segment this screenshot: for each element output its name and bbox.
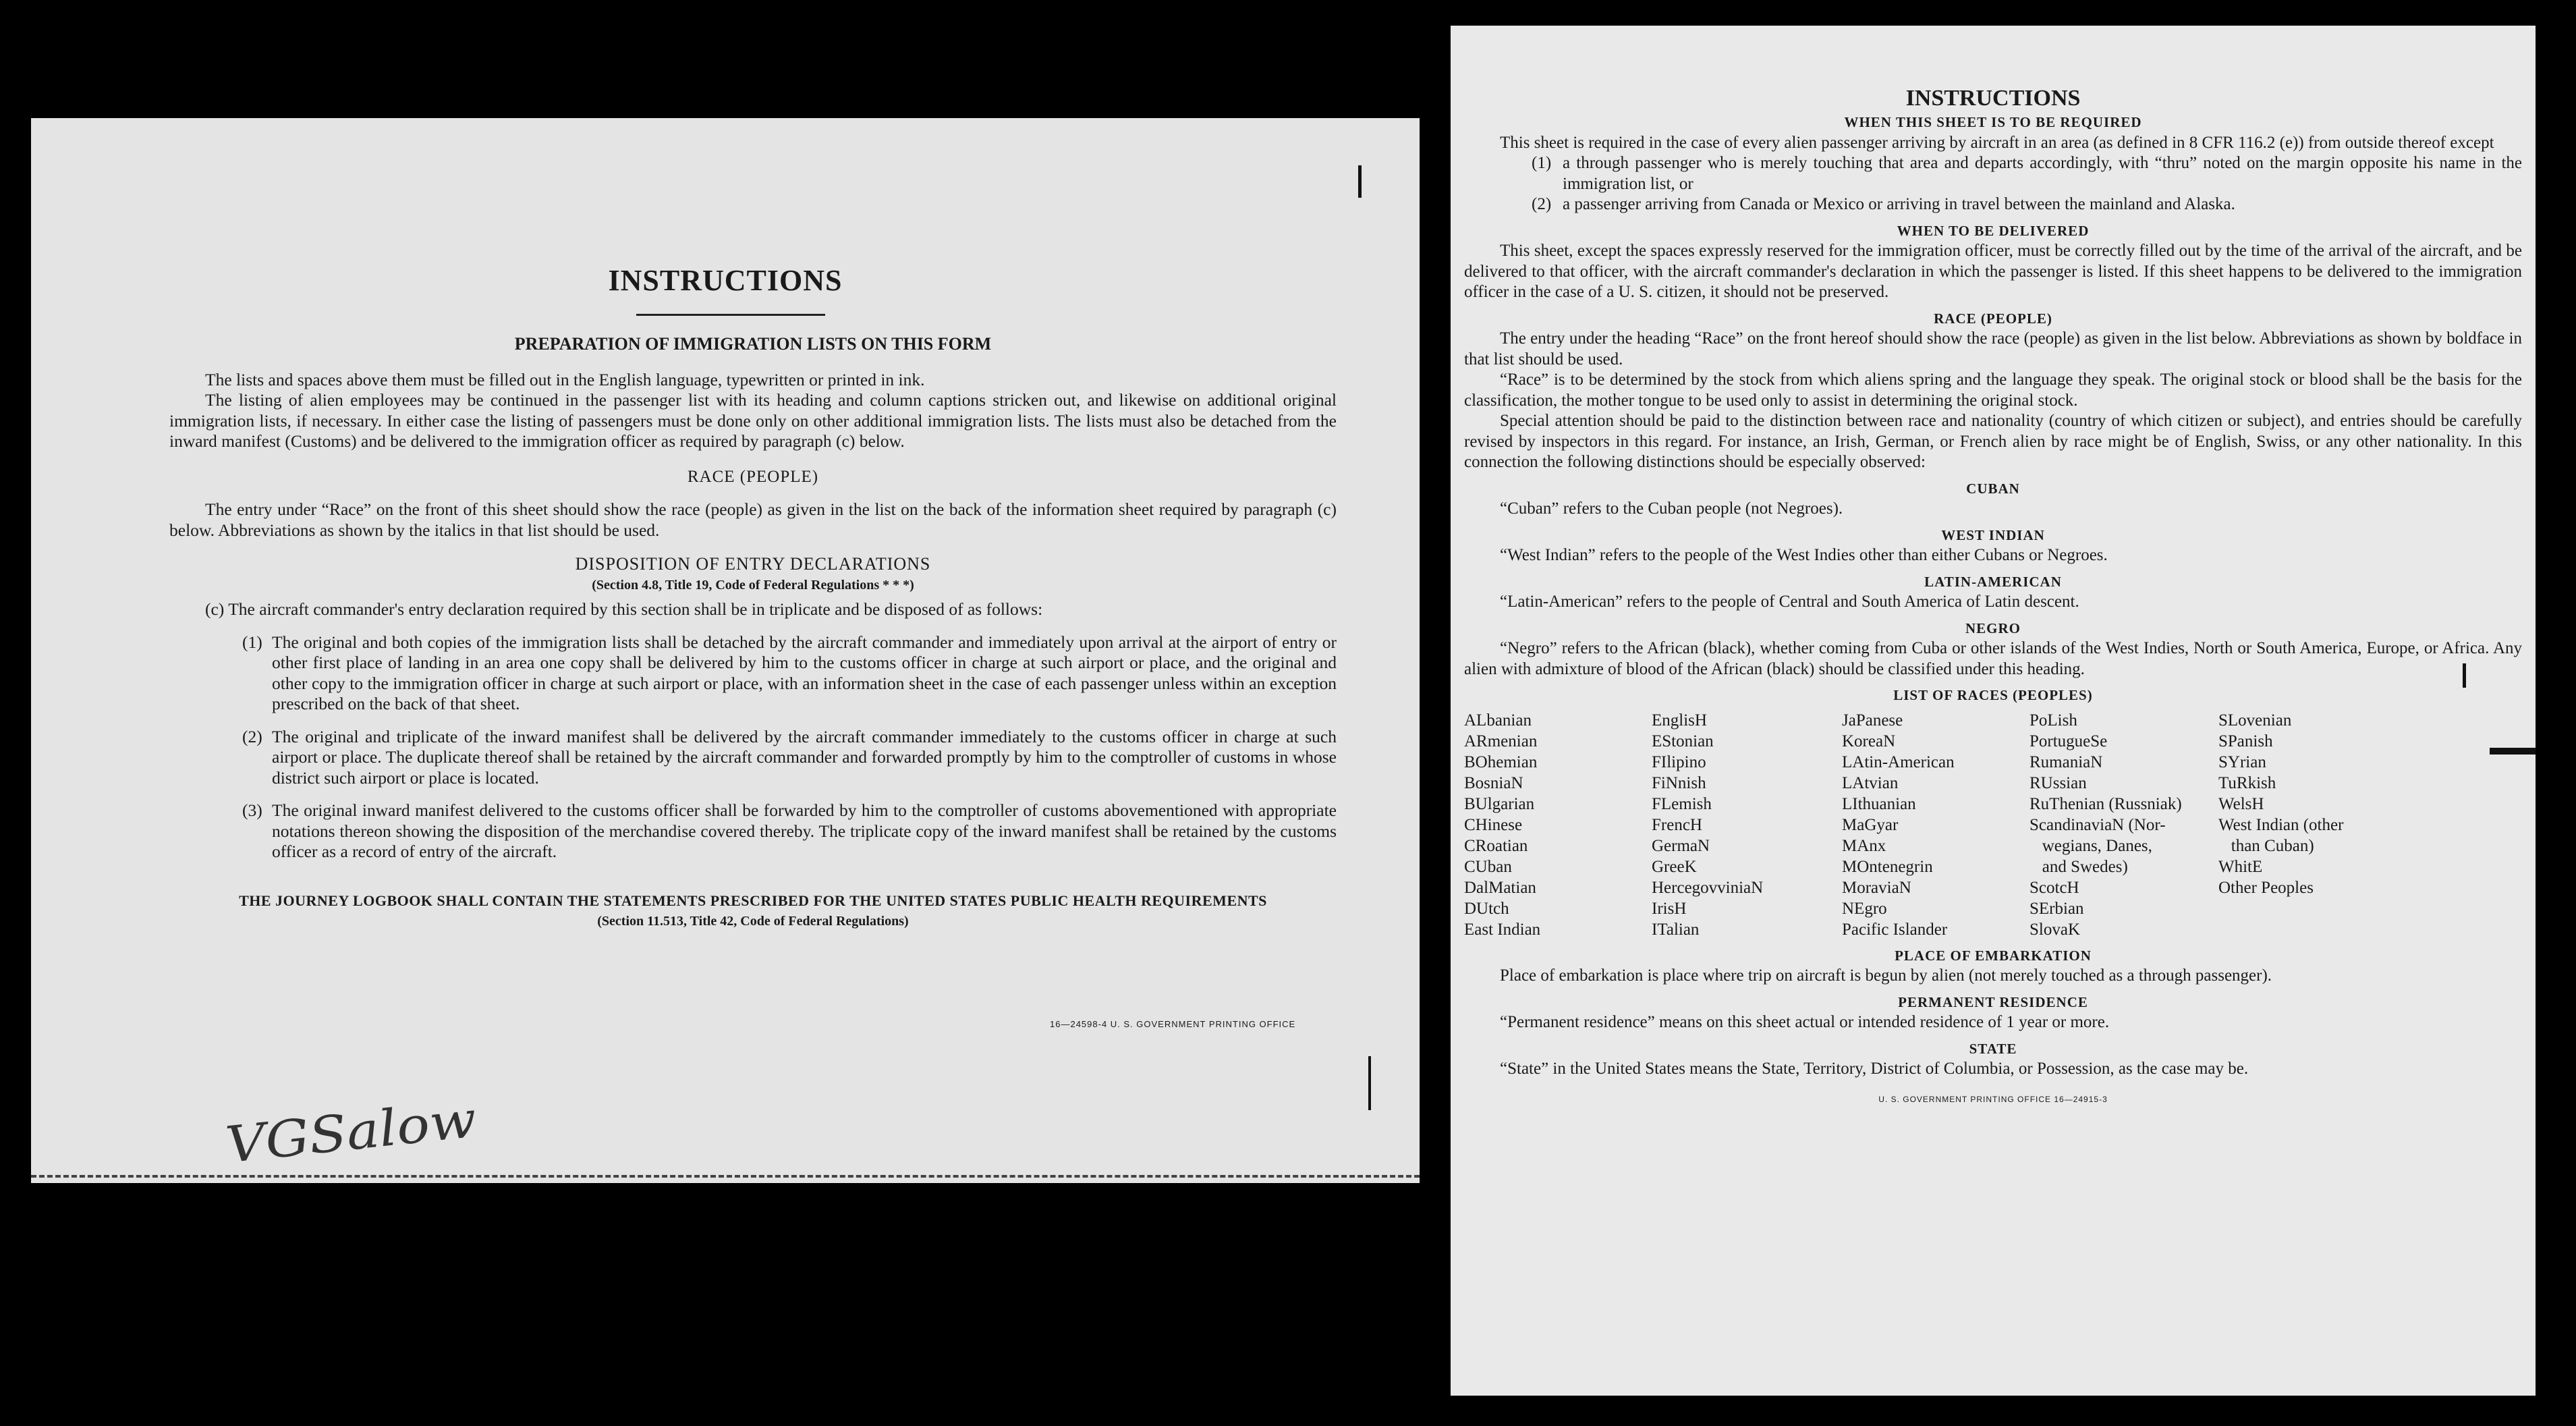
item-number: (2) <box>1532 195 1552 213</box>
title-underline <box>636 314 825 316</box>
paragraph-negro: “Negro” refers to the African (black), whether coming from Cuba or other islands of the West Indies, North or South America, Europe, or Africa. Any alien with admixture of blood of the African (black) should be classified under this heading. <box>1464 639 2522 678</box>
paragraph-permanent-residence: “Permanent residence” means on this sheet actual or intended residence of 1 year or more. <box>1500 1013 2110 1031</box>
race-entry: FiNnish <box>1652 773 1706 792</box>
race-entry: BUlgarian <box>1464 794 1535 813</box>
heading-state: STATE <box>1969 1040 2017 1057</box>
race-entry: CUban <box>1464 857 1512 876</box>
heading-when-delivered: WHEN TO BE DELIVERED <box>1897 222 2090 239</box>
paragraph-latin-american: “Latin-American” refers to the people of Central and South America of Latin descent. <box>1500 593 2079 611</box>
disposition-item-1 <box>242 632 1337 715</box>
heading-embarkation: PLACE OF EMBARKATION <box>1895 947 2092 964</box>
race-entry: CRoatian <box>1464 836 1528 855</box>
race-entry: LAtvian <box>1842 773 1899 792</box>
binding-mark <box>1368 1056 1371 1110</box>
race-entry: SlovaK <box>2029 920 2080 939</box>
race-entry: FLemish <box>1652 794 1712 813</box>
perforation-line <box>31 1175 1420 1178</box>
race-entry: LAtin-American <box>1842 752 1955 771</box>
race-entry: TuRkish <box>2218 773 2276 792</box>
race-entry: EStonian <box>1652 732 1714 750</box>
race-entry: and Swedes) <box>2029 857 2128 876</box>
right-sheet-title: INSTRUCTIONS <box>1905 86 2081 111</box>
race-entry: MAnx <box>1842 836 1886 855</box>
item-text: a passenger arriving from Canada or Mexico or arriving in travel between the mainland and Alaska. <box>1563 195 2235 213</box>
paragraph-west-indian: “West Indian” refers to the people of the West Indies other than either Cubans or Negroes. <box>1500 546 2108 564</box>
race-entry: WhitE <box>2218 857 2263 876</box>
paragraph-delivered: This sheet, except the spaces expressly reserved for the immigration officer, must be correctly filled out by the time of the arrival of the aircraft, and be delivered to that officer, with the aircraft commander's declaration in which the passenger is listed. If this sheet happens to be delivered to the immigration officer in the case of a U. S. citizen, it should not be preserved. <box>1464 242 2522 301</box>
heading-races-list: LIST OF RACES (PEOPLES) <box>1893 687 2093 703</box>
item-text: The original and both copies of the immigration lists shall be detached by the aircraft commander and immediately upon arrival at the airport of entry or other first place of landing in an area one copy shall be delivered by him to the customs officer in charge at such airport or place, and the original and other copy to the immigration officer in charge at such airport or place, with an information sheet in the case of each passenger unless within an exception prescribed on the back of that sheet. <box>272 632 1337 713</box>
paragraph-race-3: Special attention should be paid to the distinction between race and nationality (country of which citizen or subject), and entries should be carefully revised by inspectors in this regard. For instance, an Irish, German, or French alien by race might be of English, Swiss, or any other nationality. In this connection the following distinctions should be especially observed: <box>1464 412 2522 471</box>
paragraph-required: This sheet is required in the case of every alien passenger arriving by aircraft in an area (as defined in 8 CFR 116.2 (e)) from outside thereof except <box>1500 133 2494 152</box>
heading-latin-american: LATIN-AMERICAN <box>1924 573 2062 590</box>
paragraph-alien-employees: The listing of alien employees may be continued in the passenger list with its heading and column captions stricken out, and likewise on additional original immigration lists, if necessary. In either case the listing of passengers must be done only on other additional immigration lists. The lists must also be detached from the inward manifest (Customs) and be delivered to the immigration officer as required by paragraph (c) below. <box>169 390 1337 451</box>
heading-negro: NEGRO <box>1965 620 2021 636</box>
race-entry: CHinese <box>1464 815 1523 834</box>
heading-race: RACE (PEOPLE) <box>687 467 819 486</box>
race-entry: ScotcH <box>2029 878 2079 897</box>
race-entry: LIthuanian <box>1842 794 1916 813</box>
left-instruction-sheet <box>31 118 1420 1183</box>
heading-permanent-residence: PERMANENT RESIDENCE <box>1898 993 2088 1010</box>
binding-mark <box>2490 748 2536 755</box>
heading-west-indian: WEST INDIAN <box>1941 526 2045 543</box>
race-entry: IrisH <box>1652 899 1687 918</box>
races-column-1 <box>1464 710 1652 940</box>
paragraph-language: The lists and spaces above them must be filled out in the English language, typewritten or printed in ink. <box>205 369 925 389</box>
paragraph-cuban: “Cuban” refers to the Cuban people (not Negroes). <box>1500 499 1843 518</box>
race-entry: NEgro <box>1842 899 1887 918</box>
race-entry: ALbanian <box>1464 711 1532 730</box>
race-entry: PoLish <box>2029 711 2077 730</box>
left-sheet-body <box>169 334 1337 932</box>
right-instruction-sheet <box>1451 26 2536 1396</box>
race-entry: DUtch <box>1464 899 1509 918</box>
item-number: (1) <box>242 632 262 652</box>
disposition-reference: (Section 4.8, Title 19, Code of Federal Regulations * * *) <box>592 577 914 593</box>
races-column-5 <box>2218 710 2421 940</box>
heading-race: RACE (PEOPLE) <box>1934 310 2052 327</box>
binding-mark <box>1358 165 1362 198</box>
left-sheet-title: INSTRUCTIONS <box>608 264 843 297</box>
race-entry: ARmenian <box>1464 732 1538 750</box>
handwritten-signature: VGSalow <box>223 1090 480 1175</box>
race-entry: SPanish <box>2218 732 2273 750</box>
race-entry: FIlipino <box>1652 752 1706 771</box>
race-entry: BosniaN <box>1464 773 1523 792</box>
exception-item-2 <box>1532 194 2522 215</box>
item-number: (1) <box>1532 154 1552 172</box>
race-entry: wegians, Danes, <box>2029 836 2152 855</box>
race-entry: FrencH <box>1652 815 1702 834</box>
item-number: (3) <box>242 800 262 820</box>
health-requirements-reference: (Section 11.513, Title 42, Code of Federal Regulations) <box>597 914 909 929</box>
paragraph-race-1: The entry under the heading “Race” on the front hereof should show the race (people) as given in the list below. Abbreviations as shown by boldface in that list should be used. <box>1464 329 2522 368</box>
race-entry: PortugueSe <box>2029 732 2108 750</box>
disposition-item-3 <box>242 800 1337 862</box>
race-entry: SYrian <box>2218 752 2266 771</box>
races-column-3 <box>1842 710 2029 940</box>
race-entry: RumaniaN <box>2029 752 2103 771</box>
race-entry: SErbian <box>2029 899 2084 918</box>
item-text: The original and triplicate of the inward manifest shall be delivered by the aircraft commander immediately to the customs officer in charge at such airport or place. The duplicate thereof shall be retained by the aircraft commander and forwarded promptly by him to the comptroller of customs in whose district such airport or place is located. <box>272 726 1337 788</box>
item-text: The original inward manifest delivered to the customs officer shall be forwarded by him to the comptroller of customs abovementioned with appropriate notations thereon showing the disposition of the merchandise covered thereby. The triplicate copy of the inward manifest shall be retained by the customs officer as a record of entry of the aircraft. <box>272 800 1337 861</box>
paragraph-race: The entry under “Race” on the front of this sheet should show the race (people) as given in the list on the back of the information sheet required by paragraph (c) below. Abbreviations as shown by the italics in that list should be used. <box>169 499 1337 540</box>
paragraph-embarkation: Place of embarkation is place where trip on aircraft is begun by alien (not merely touched as a through passenger). <box>1500 966 2272 985</box>
race-entry: Pacific Islander <box>1842 920 1948 939</box>
race-entry: West Indian (other <box>2218 815 2344 834</box>
race-entry: East Indian <box>1464 920 1541 939</box>
races-column-2 <box>1652 710 1842 940</box>
heading-cuban: CUBAN <box>1966 480 2020 497</box>
race-entry: EnglisH <box>1652 711 1707 730</box>
race-entry: Other Peoples <box>2218 878 2314 897</box>
heading-when-required: WHEN THIS SHEET IS TO BE REQUIRED <box>1844 114 2142 130</box>
race-entry: than Cuban) <box>2218 836 2314 855</box>
print-code: U. S. GOVERNMENT PRINTING OFFICE 16—24915-3 <box>1878 1094 2108 1104</box>
paragraph-c: (c) The aircraft commander's entry declaration required by this section shall be in triplicate and be disposed of as follows: <box>205 599 1043 619</box>
race-entry: MOntenegrin <box>1842 857 1933 876</box>
races-list <box>1464 710 2522 940</box>
race-entry: DalMatian <box>1464 878 1536 897</box>
paragraph-race-2: “Race” is to be determined by the stock from which aliens spring and the language they speak. The original stock or blood shall be the basis for the classification, the mother tongue to be used only to assist in determining the original stock. <box>1464 371 2522 410</box>
race-entry: RuThenian (Russniak) <box>2029 794 2182 813</box>
race-entry: ITalian <box>1652 920 1700 939</box>
race-entry: JaPanese <box>1842 711 1903 730</box>
race-entry: RUssian <box>2029 773 2087 792</box>
race-entry: MaGyar <box>1842 815 1899 834</box>
race-entry: GreeK <box>1652 857 1697 876</box>
race-entry: SLovenian <box>2218 711 2292 730</box>
item-number: (2) <box>242 726 262 746</box>
race-entry: KoreaN <box>1842 732 1896 750</box>
race-entry: GermaN <box>1652 836 1710 855</box>
disposition-item-2 <box>242 727 1337 789</box>
heading-preparation: PREPARATION OF IMMIGRATION LISTS ON THIS FORM <box>514 334 992 354</box>
races-column-4 <box>2029 710 2218 940</box>
race-entry: WelsH <box>2218 794 2264 813</box>
exception-item-1 <box>1532 153 2522 194</box>
race-entry: ScandinaviaN (Nor- <box>2029 815 2166 834</box>
item-text: a through passenger who is merely touching that area and departs accordingly, with “thru” noted on the margin opposite his name in the immigration list, or <box>1563 154 2522 193</box>
race-entry: HercegovviniaN <box>1652 878 1764 897</box>
race-entry: BOhemian <box>1464 752 1538 771</box>
race-entry: MoraviaN <box>1842 878 1911 897</box>
right-sheet-body <box>1464 85 2522 1109</box>
print-code: 16—24598-4 U. S. GOVERNMENT PRINTING OFFICE <box>1050 1019 1296 1029</box>
heading-disposition: DISPOSITION OF ENTRY DECLARATIONS <box>575 554 931 574</box>
paragraph-state: “State” in the United States means the State, Territory, District of Columbia, or Possession, as the case may be. <box>1500 1060 2249 1078</box>
binding-mark <box>2463 663 2466 688</box>
health-requirements-notice: THE JOURNEY LOGBOOK SHALL CONTAIN THE STATEMENTS PRESCRIBED FOR THE UNITED STATES PUBLIC HEALTH REQUIREMENTS <box>239 892 1267 909</box>
